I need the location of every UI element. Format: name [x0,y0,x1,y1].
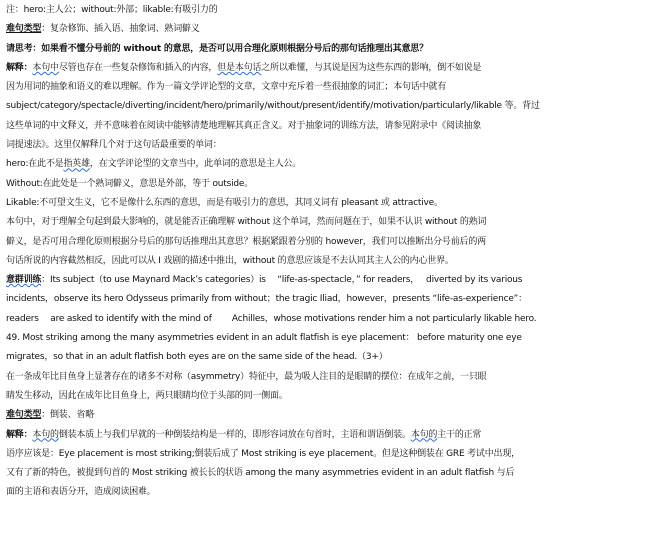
text-line: 又有了新的特色，被提到句首的 Most striking 被长长的状语 among the many asymmetries evident in an adult flatfish 与后 [6,468,515,479]
text-line: 词提速法》。这里仅解释几个对于这句话最重要的单词： [6,140,222,151]
translation-line: 在一条成年比目鱼身上显著存在的诸多不对称（asymmetry）特征中，最为吸人注目的是眼睛的摆位：在成年之前，一只眼 [6,371,487,382]
text-line: 本句中，对于理解全句起到最大影响的，就是能否正确理解 without 这个单词，然而问题在于，如果不认识 without 的熟词 [6,217,487,228]
explanation-line: 解释：本句中尽管也存在一些复杂修饰和插入的内容，但是本句话之所以难懂，与其说是因为这些东西的影响，倒不如说是 [6,62,482,73]
translation-line: 睛发生移动，因此在成年比目鱼身上，两只眼睛均位于头部的同一侧面。 [6,390,288,401]
text-line: subject/category/spectacle/diverting/incident/hero/primarily/without/present/identify/motivation/particularly/likable 等。背过 [6,101,540,112]
text-line: migrates，so that in an adult flatfish both eyes are on the same side of the head.（3+） [6,352,388,363]
text-line: Without:在此处是一个熟词僻义，意思是外部，等于 outside。 [6,178,254,189]
text-line: 语序应该是：Eye placement is most striking;倒装后成了 Most striking is eye placement。但是这种倒装在 GRE 考试中出现， [6,448,520,459]
text-line: Likable:不可望文生义，它不是像什么东西的意思，而是有吸引力的意思，其同义词有 pleasant 或 attractive。 [6,197,443,208]
text-line: hero:在此不是指英雄，在文学评论型的文章当中，此单词的意思是主人公。 [6,159,302,170]
text-line: 面的主语和表语分开，造成阅读困难。 [6,487,156,498]
text-line: 因为用词的抽象和语义的难以理解。作为一篇文学评论型的文章，文章中充斥着一些很抽象的词汇；本句话中就有 [6,82,447,93]
sense-group-line: 意群训练：Its subject（to use Maynard Mack’s categories）is “life-as-spectacle，” for readers， diverted by its various [6,275,523,286]
note-line: 注：hero:主人公；without:外部；likable:有吸引力的 [6,5,218,15]
text-line: 句话所说的内容截然相反，因此可以从 I 戏剧的描述中推出，without 的意思应该是不去认同其主人公的内心世界。 [6,255,454,266]
text-line: incidents，observe its hero Odysseus primarily from without；the tragic Iliad，however，presents “life-as-experience”： [6,294,527,305]
explanation-line: 解释：本句的倒装本质上与我们早就的一种倒装结构是一样的，即形容词放在句首时，主语和谓语倒装。本句的主干的正常 [6,429,482,440]
text-line: 这些单词的中文释义，并不意味着在阅读中能够清楚地理解其真正含义。对于抽象词的训练方法，请参见附录中《阅读抽象 [6,120,482,131]
text-line: 僻义，是否可用合理化原则根据分号后的那句话推理出其意思？根据紧跟着分别的 however，我们可以推断出分号前后的两 [6,236,486,247]
difficulty-type-line: 难句类型：复杂修饰、插入语、抽象词、熟词僻义 [6,24,200,35]
question-line: 请思考：如果看不懂分号前的 without 的意思，是否可以用合理化原则根据分号后的那句话推理出其意思？ [6,43,428,54]
sentence-49-line: 49. Most striking among the many asymmetries evident in an adult flatfish is eye placement： before maturity one eye [6,333,522,344]
text-line: readers are asked to identify with the mind of Achilles，whose motivations render him a not particularly likable hero. [6,313,537,324]
difficulty-type-line: 难句类型：倒装、省略 [6,410,95,421]
